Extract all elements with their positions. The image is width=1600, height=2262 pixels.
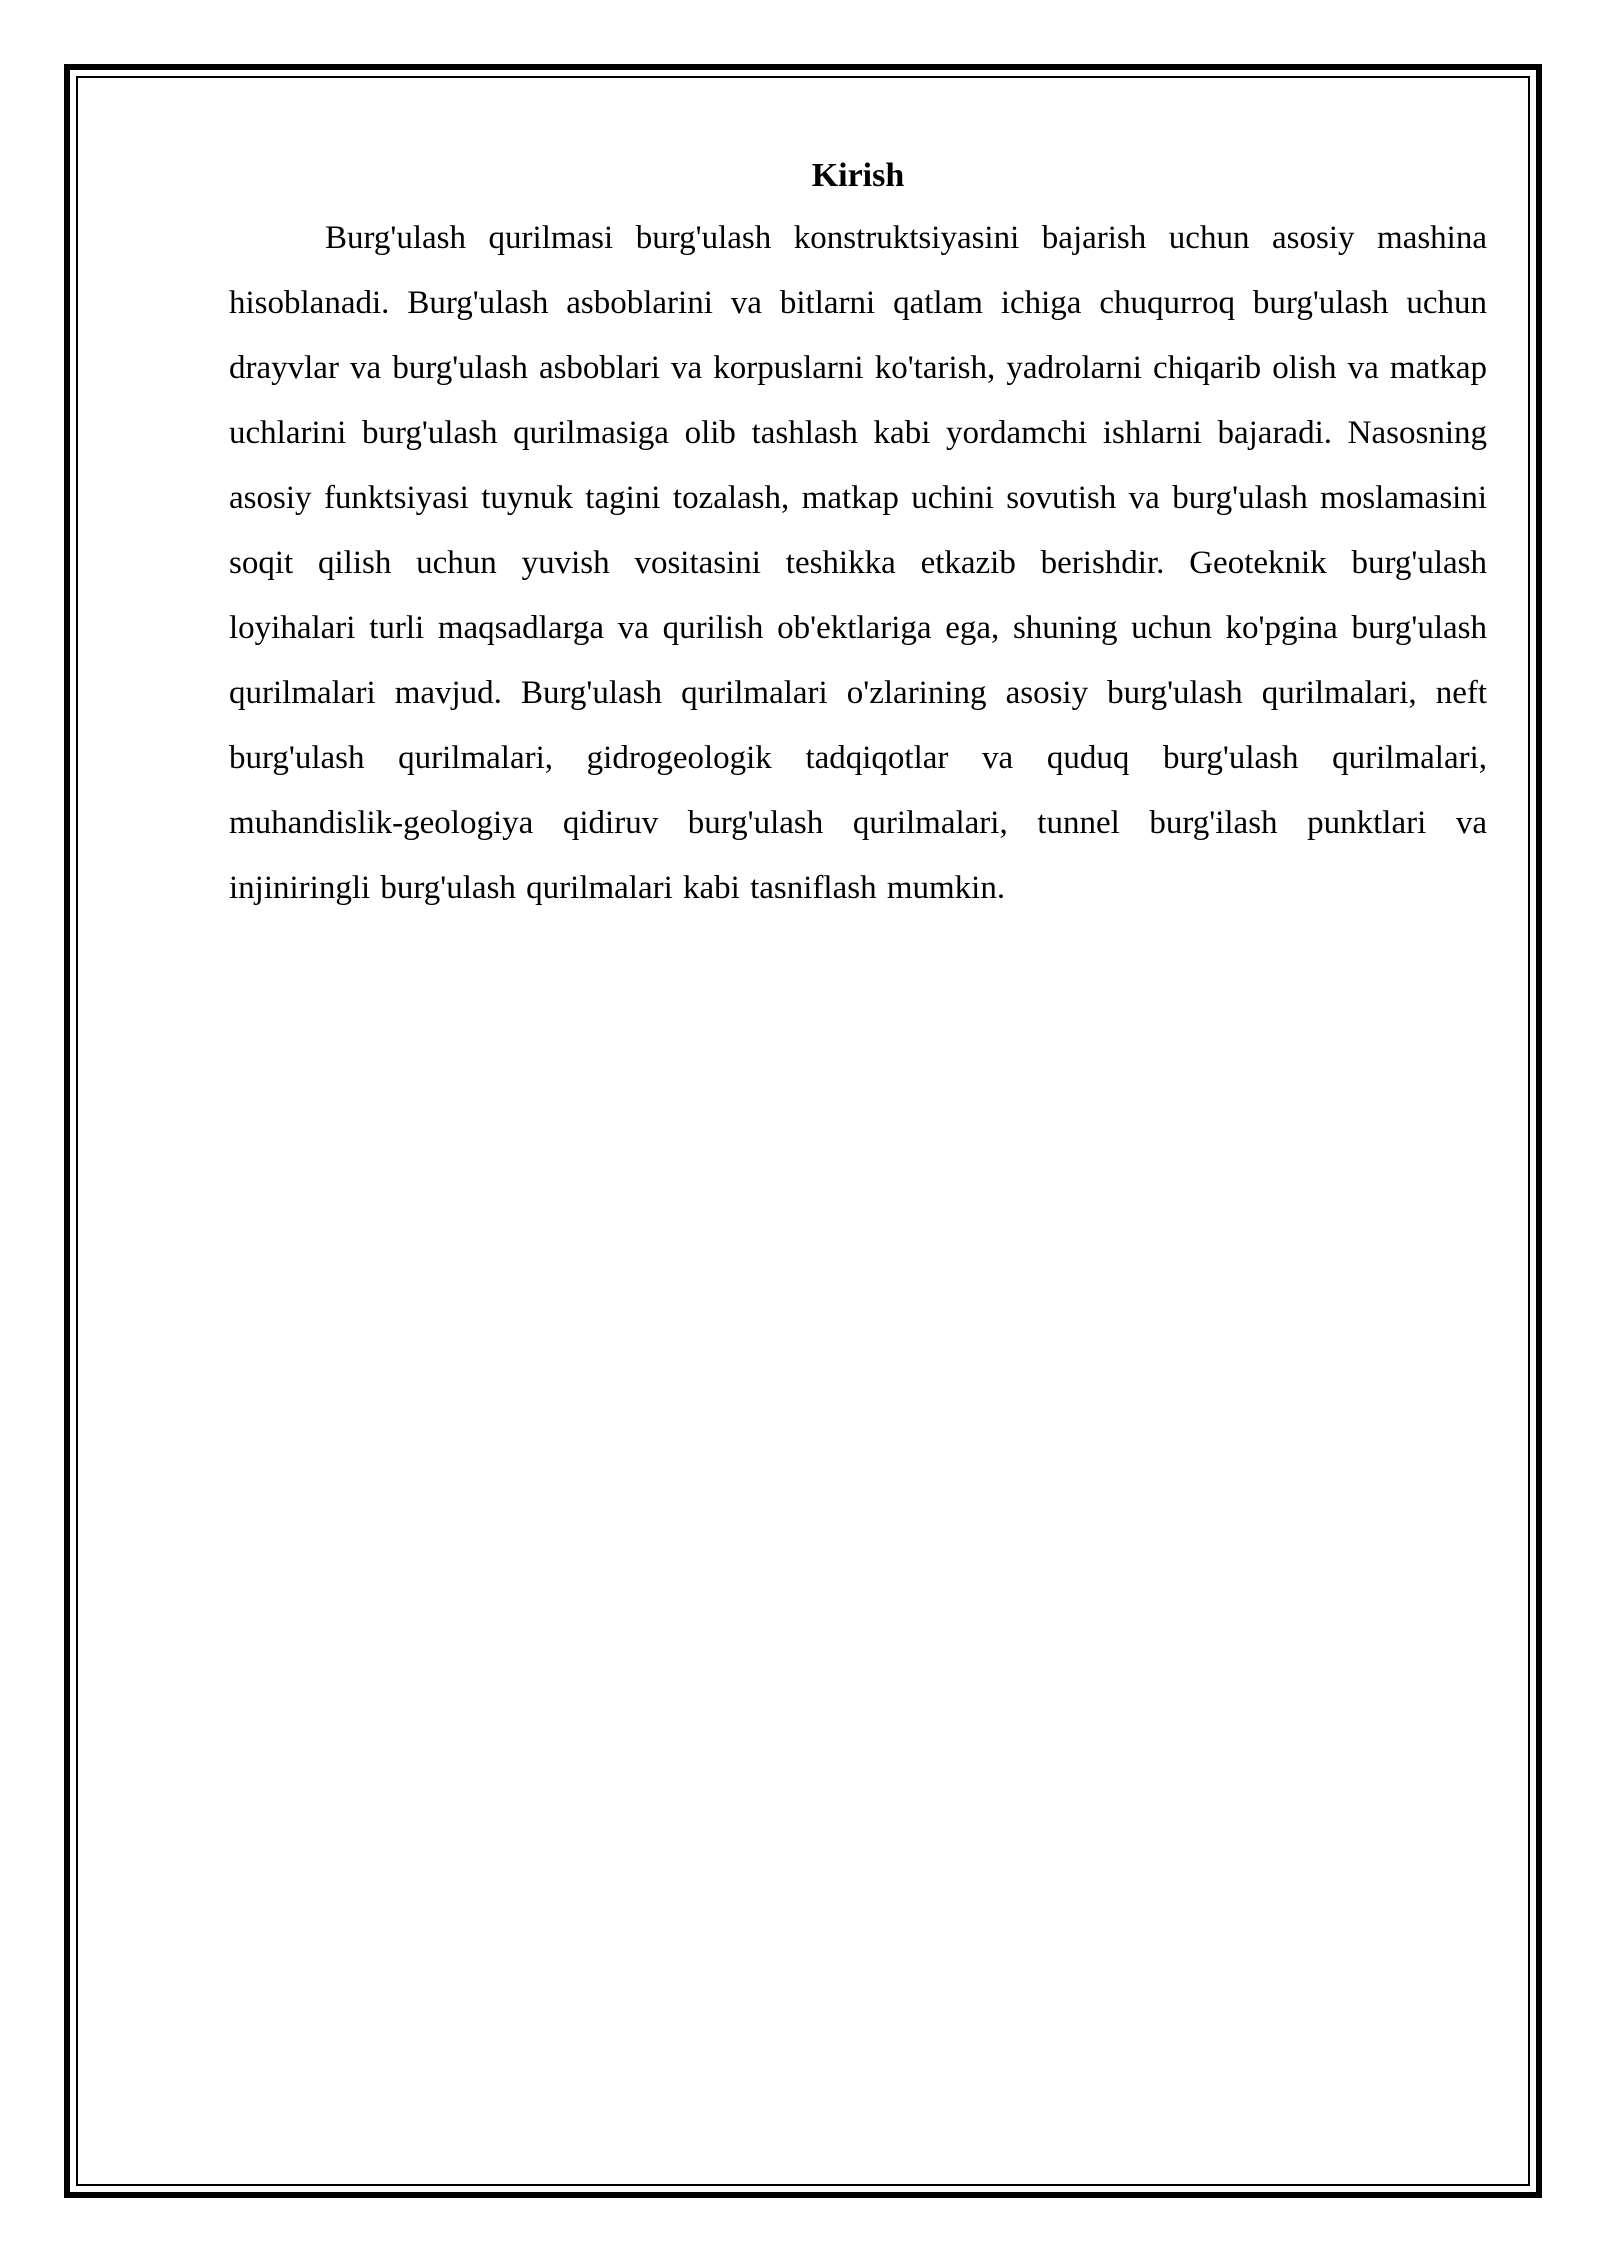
section-title: Kirish — [811, 157, 905, 194]
body-paragraph: Burg'ulash qurilmasi burg'ulash konstruktsiyasini bajarish uchun asosiy mashina hisoblanadi. Burg'ulash asboblarini va bitlarni qatlam ichiga chuqurroq burg'ulash uchun drayvlar va burg'ulash asboblari va korpuslarni ko'tarish, yadrolarni chiqarib olish va matkap uchlarini burg'ulash qurilmasiga olib tashlash kabi yordamchi ishlarni bajaradi. Nasosning asosiy funktsiyasi tuynuk tagini tozalash, matkap uchini sovutish va burg'ulash moslamasini soqit qilish uchun yuvish vositasini teshikka etkazib berishdir. Geoteknik burg'ulash loyihalari turli maqsadlarga va qurilish ob'ektlariga ega, shuning uchun ko'pgina burg'ulash qurilmalari mavjud. Burg'ulash qurilmalari o'zlarining asosiy burg'ulash qurilmalari, neft burg'ulash qurilmalari, gidrogeologik tadqiqotlar va quduq burg'ulash qurilmalari, muhandislik-geologiya qidiruv burg'ulash qurilmalari, tunnel burg'ilash punktlari va injiniringli burg'ulash qurilmalari kabi tasniflash mumkin. — [229, 220, 1487, 906]
document-body — [229, 146, 1487, 921]
